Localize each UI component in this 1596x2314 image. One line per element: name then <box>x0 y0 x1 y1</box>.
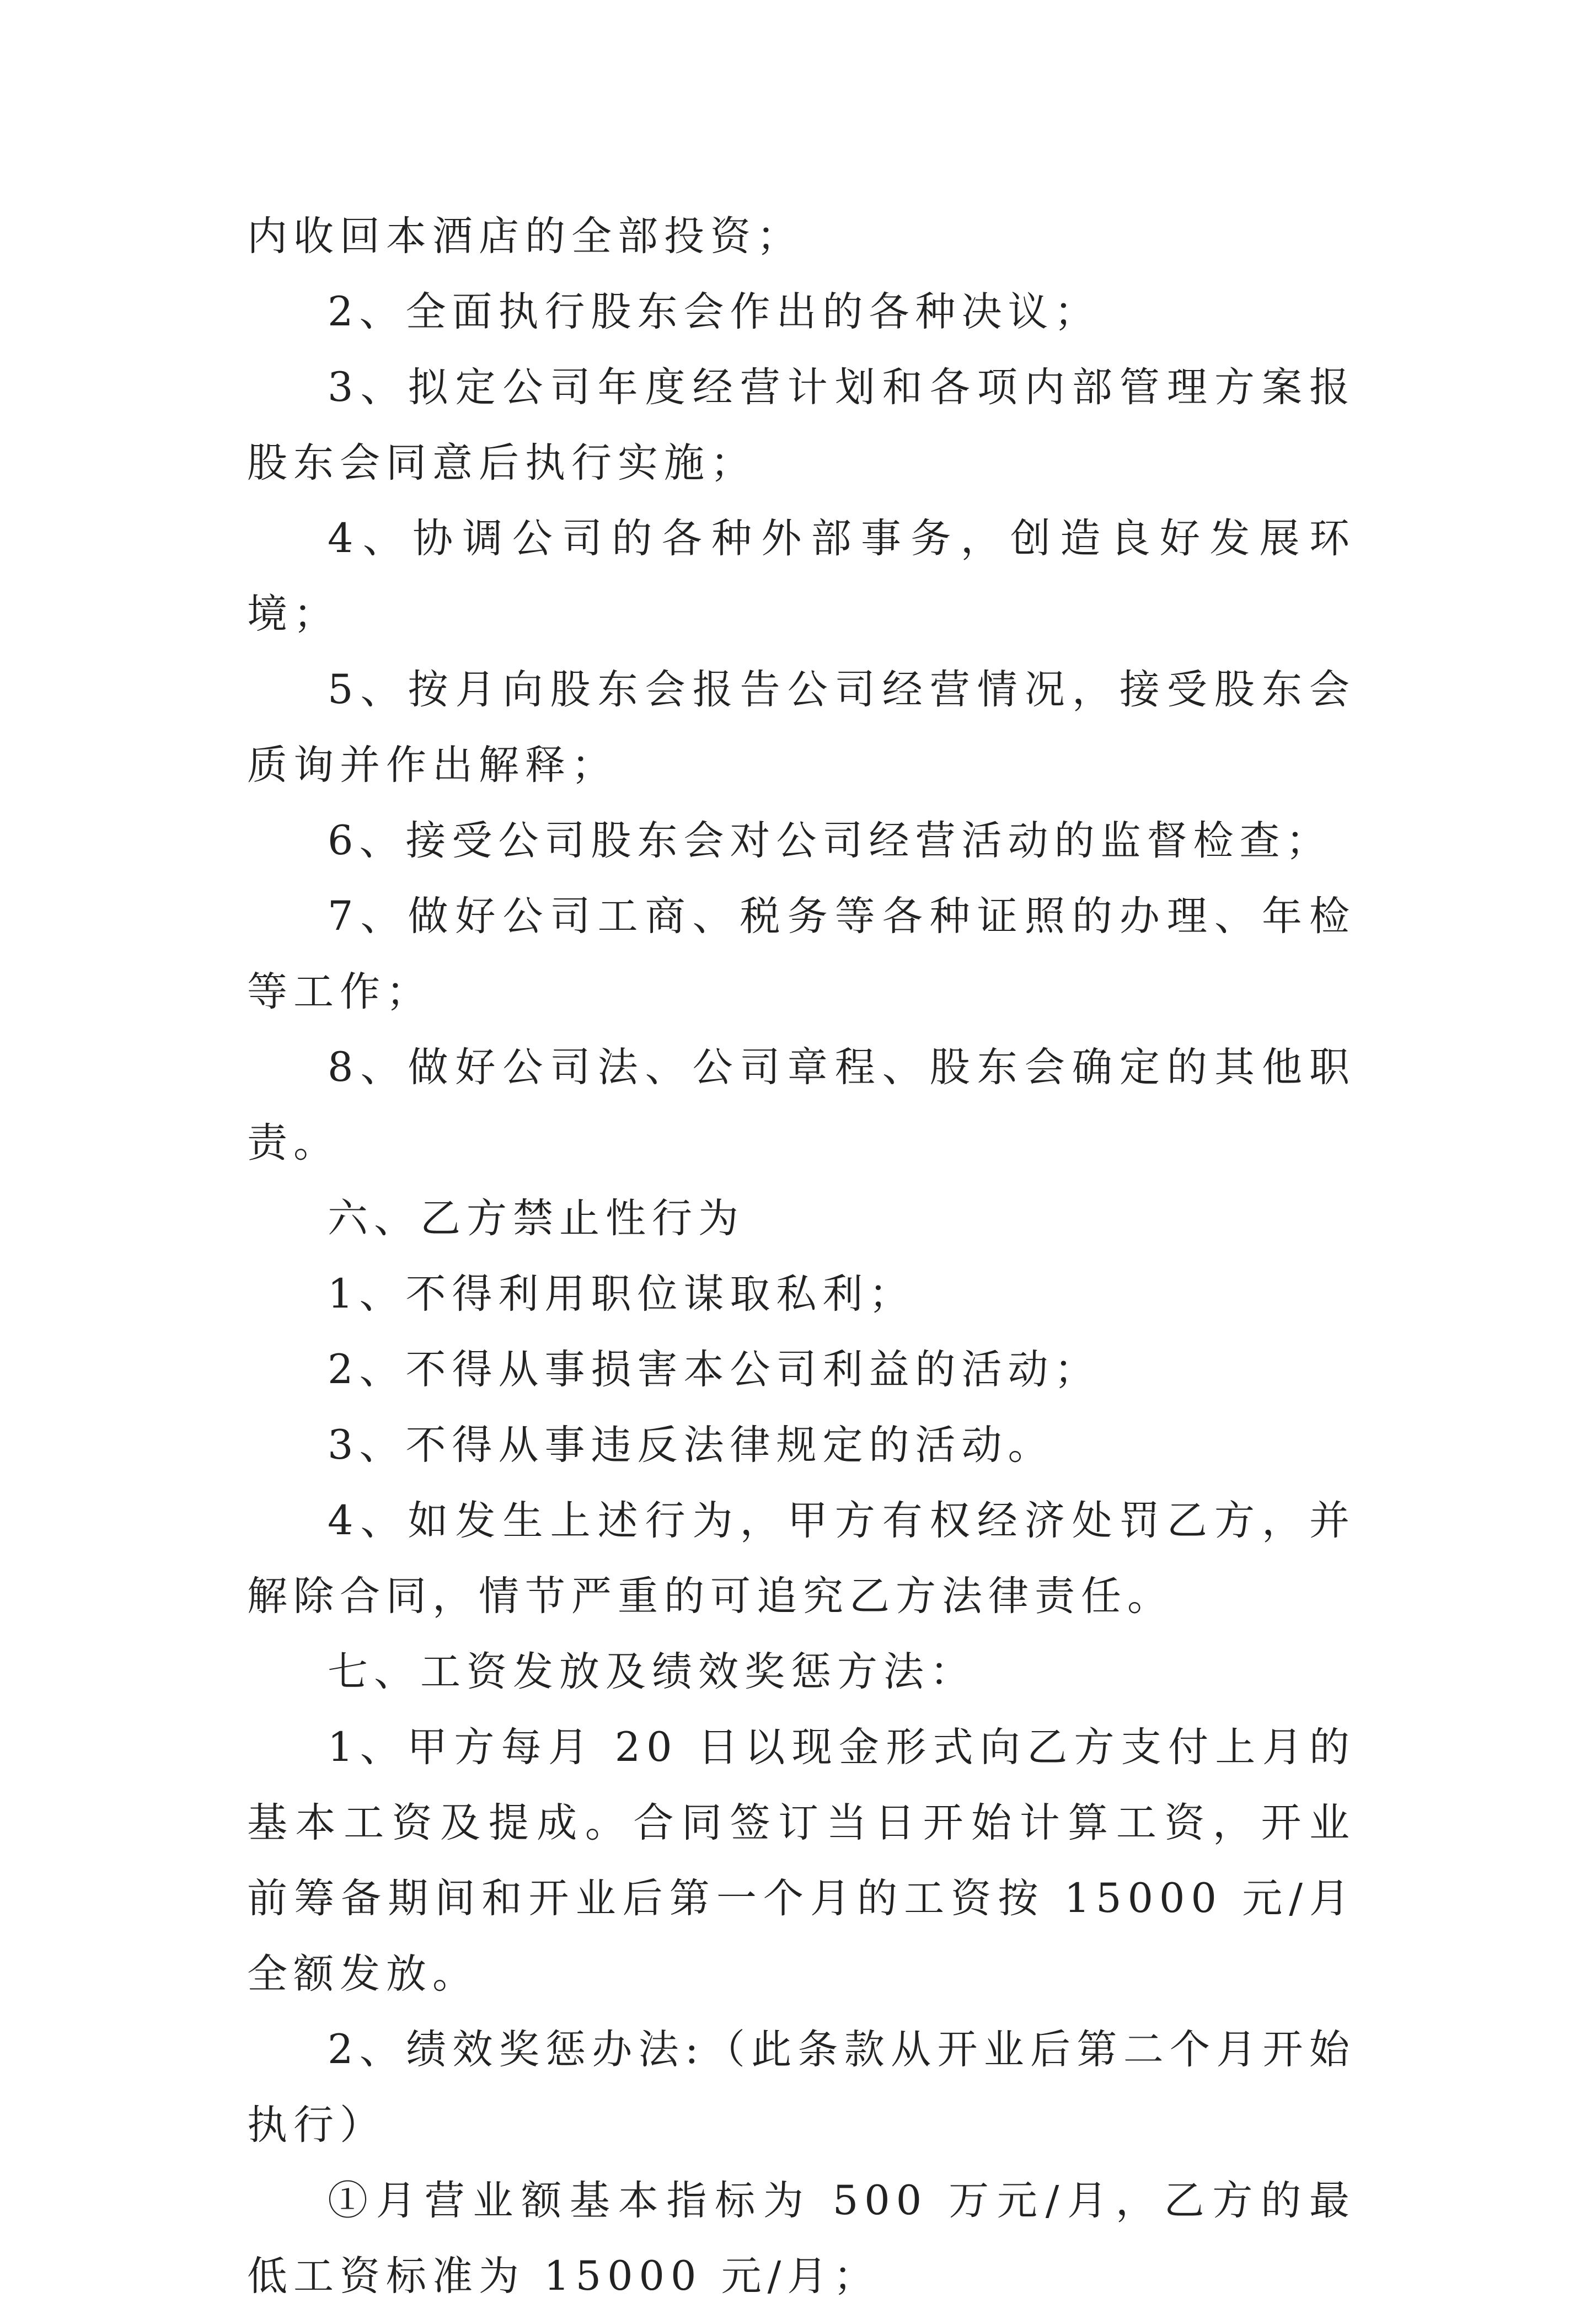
paragraph-duty-6: 6、接受公司股东会对公司经营活动的监督检查； <box>328 817 1332 864</box>
paragraph-prohibited-4: 4、如发生上述行为，甲方有权经济处罚乙方，并解除合同，情节严重的可追究乙方法律责任。 <box>247 1497 1356 1620</box>
paragraph-prohibited-2: 2、不得从事损害本公司利益的活动； <box>328 1346 1101 1393</box>
section-heading-prohibited-acts: 六、乙方禁止性行为 <box>328 1195 745 1242</box>
document-body <box>247 199 1356 2314</box>
paragraph-duty-8: 8、做好公司法、公司章程、股东会确定的其他职责。 <box>247 1044 1356 1166</box>
paragraph-prohibited-1: 1、不得利用职位谋取私利； <box>328 1271 915 1317</box>
section-heading-salary: 七、工资发放及绩效奖惩方法： <box>328 1648 976 1695</box>
paragraph-salary-item-1: ①月营业额基本指标为 500 万元/月，乙方的最低工资标准为 15000 元/月； <box>247 2177 1356 2300</box>
paragraph-salary-1: 1、甲方每月 20 日以现金形式向乙方支付上月的基本工资及提成。合同签订当日开始计算工资，开业前筹备期间和开业后第一个月的工资按 15000 元/月全额发放。 <box>247 1724 1356 1997</box>
paragraph-prohibited-3: 3、不得从事违反法律规定的活动。 <box>328 1422 1054 1469</box>
paragraph-salary-2: 2、绩效奖惩办法:（此条款从开业后第二个月开始执行） <box>247 2026 1356 2149</box>
paragraph-duty-4: 4、协调公司的各种外部事务，创造良好发展环境； <box>247 515 1356 638</box>
paragraph-duty-3: 3、拟定公司年度经营计划和各项内部管理方案报股东会同意后执行实施； <box>247 364 1356 486</box>
paragraph-duty-7: 7、做好公司工商、税务等各种证照的办理、年检等工作； <box>247 893 1356 1015</box>
paragraph-duty-5: 5、按月向股东会报告公司经营情况，接受股东会质询并作出解释； <box>247 666 1356 789</box>
paragraph-duty-2: 2、全面执行股东会作出的各种决议； <box>328 288 1101 335</box>
paragraph-investment-recovery: 内收回本酒店的全部投资； <box>247 213 803 260</box>
